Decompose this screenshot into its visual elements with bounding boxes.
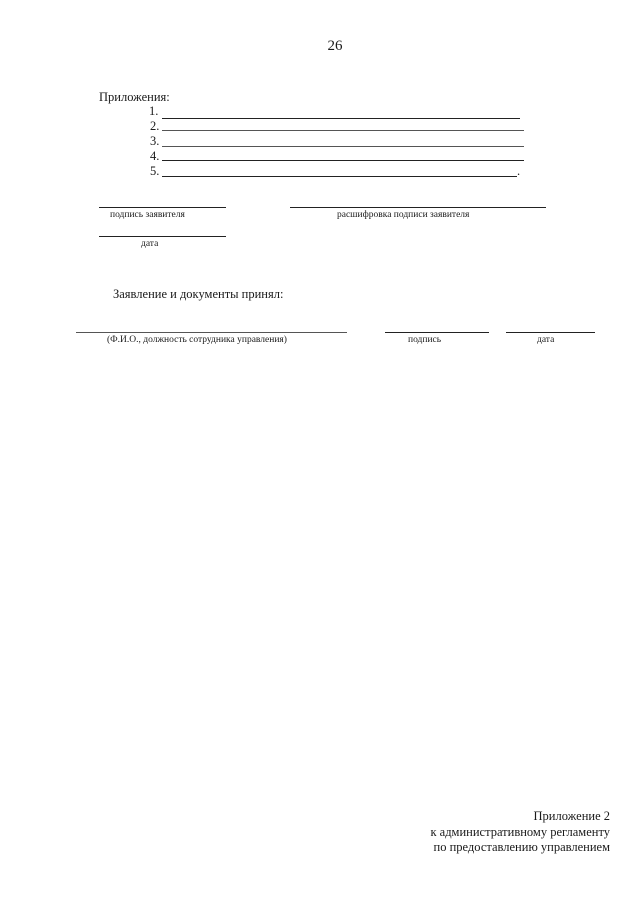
attachment-item-4-line[interactable] bbox=[162, 160, 524, 161]
applicant-decoding-line[interactable] bbox=[290, 207, 546, 208]
attachment-item-5-line[interactable] bbox=[162, 176, 517, 177]
received-date-line[interactable] bbox=[506, 332, 595, 333]
attachment-item-3-number: 3. bbox=[150, 134, 160, 148]
attachment-item-1-number: 1. bbox=[149, 104, 159, 118]
applicant-decoding-label: расшифровка подписи заявителя bbox=[337, 210, 470, 220]
appendix-title: Приложение 2 bbox=[533, 809, 610, 823]
received-heading: Заявление и документы принял: bbox=[113, 287, 284, 301]
received-signature-label: подпись bbox=[408, 335, 442, 345]
appendix-subtitle-line-1: к административному регламенту bbox=[430, 825, 610, 839]
received-signature-line[interactable] bbox=[385, 332, 489, 333]
applicant-signature-label: подпись заявителя bbox=[110, 210, 185, 220]
received-fio-label: (Ф.И.О., должность сотрудника управления) bbox=[107, 335, 287, 345]
page-number: 26 bbox=[327, 38, 343, 54]
attachment-item-5-number: 5. bbox=[150, 164, 160, 178]
applicant-date-label: дата bbox=[141, 239, 159, 249]
attachment-item-1-line[interactable] bbox=[162, 118, 520, 119]
applicant-date-line[interactable] bbox=[99, 236, 226, 237]
received-fio-line[interactable] bbox=[76, 332, 347, 333]
received-date-label: дата bbox=[537, 335, 555, 345]
attachment-item-5-end: . bbox=[517, 164, 521, 178]
applicant-signature-line[interactable] bbox=[99, 207, 226, 208]
attachment-item-4-number: 4. bbox=[150, 149, 160, 163]
attachment-item-2-number: 2. bbox=[150, 119, 160, 133]
attachment-item-2-line[interactable] bbox=[162, 130, 524, 131]
appendix-subtitle-line-2: по предоставлению управлением bbox=[433, 840, 610, 854]
attachment-item-3-line[interactable] bbox=[162, 146, 524, 147]
attachments-heading: Приложения: bbox=[99, 90, 170, 104]
